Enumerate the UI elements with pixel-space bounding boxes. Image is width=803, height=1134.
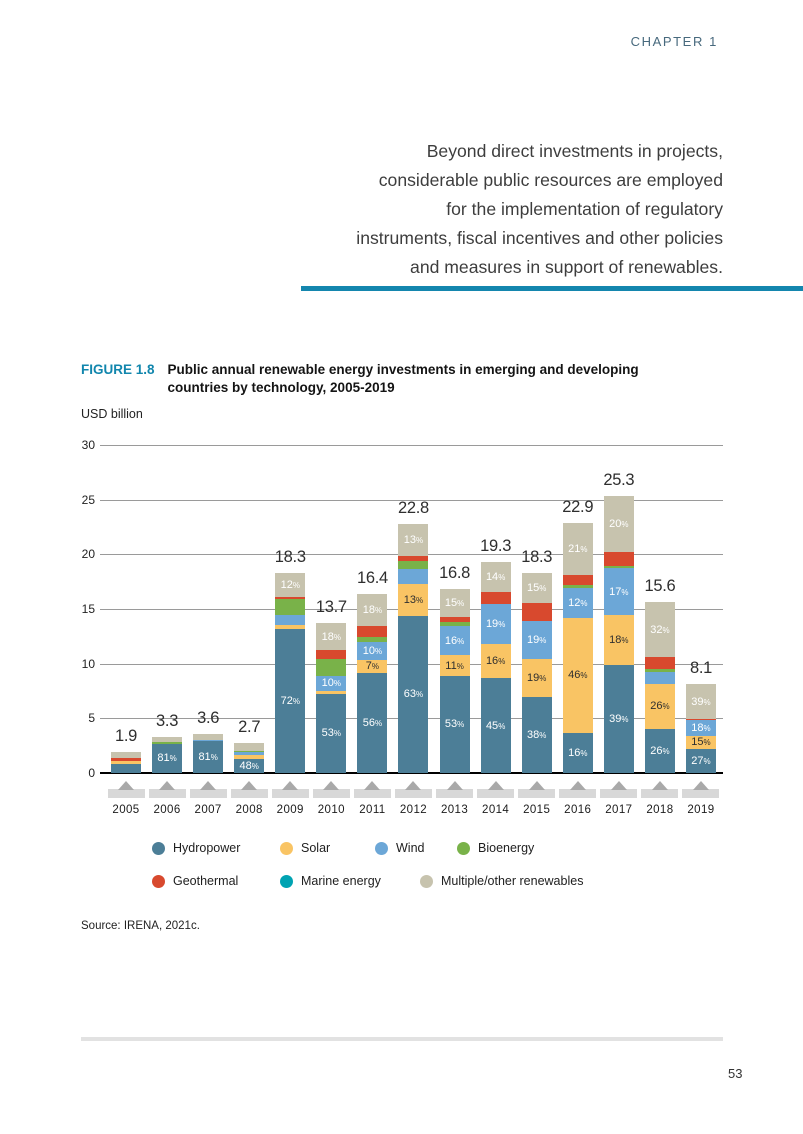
x-tick-label: 2005 [112, 804, 140, 816]
legend-label: Multiple/other renewables [441, 874, 584, 888]
segment-percent-label: 20% [609, 518, 629, 531]
bar-total-label: 13.7 [315, 598, 347, 617]
y-tick-label: 10 [81, 656, 95, 671]
bar-total-label: 3.6 [197, 708, 220, 727]
segment-percent-label: 19% [527, 671, 547, 684]
segment-percent-label: 26% [650, 700, 670, 713]
legend-item-solar [280, 841, 330, 855]
bar-total-label: 22.8 [398, 498, 429, 517]
segment-percent-label: 19% [527, 633, 547, 646]
segment-percent-label: 45% [485, 719, 506, 732]
segment-percent-label: 12% [568, 596, 588, 609]
y-tick-label: 5 [88, 711, 95, 726]
figure-number-label: FIGURE 1.8 [81, 362, 155, 377]
bar-total-label: 22.9 [562, 497, 594, 516]
bar-total-label: 1.9 [114, 727, 138, 746]
y-tick-label: 20 [81, 547, 95, 562]
segment-percent-label: 38% [527, 728, 547, 741]
segment-percent-label: 16% [485, 655, 506, 668]
x-tick-label: 2009 [276, 804, 304, 816]
segment-percent-label: 12% [280, 578, 300, 591]
x-tick-label: 2015 [523, 804, 551, 816]
bar-total-label: 18.3 [274, 547, 306, 566]
x-tick-label: 2017 [605, 804, 633, 816]
x-tick-label: 2011 [359, 804, 386, 816]
y-tick-label: 15 [81, 602, 95, 616]
legend-label: Marine energy [301, 874, 381, 888]
segment-percent-label: 27% [691, 755, 711, 768]
y-tick-label: 25 [81, 492, 95, 507]
segment-percent-label: 18% [362, 603, 383, 616]
legend-item-multiple [420, 874, 583, 888]
segment-percent-label: 81% [198, 751, 218, 764]
segment-percent-label: 14% [485, 570, 506, 583]
bar-total-label: 2.7 [238, 718, 261, 737]
bar-total-label: 25.3 [603, 471, 635, 490]
chapter-header: CHAPTER 1 [630, 34, 718, 49]
pull-quote-line: for the implementation of regulatory [446, 199, 723, 219]
segment-percent-label: 7% [365, 660, 380, 673]
x-tick-label: 2008 [235, 804, 263, 816]
bioenergy-swatch-icon [457, 842, 470, 855]
x-tick-label: 2016 [564, 804, 592, 816]
segment-percent-label: 32% [650, 623, 670, 636]
multiple-swatch-icon [420, 875, 433, 888]
x-tick-label: 2018 [646, 804, 674, 816]
bar-total-label: 19.3 [480, 536, 512, 555]
segment-percent-label: 19% [485, 618, 506, 631]
x-tick-label: 2013 [440, 804, 469, 816]
segment-percent-label: 15% [444, 597, 465, 610]
segment-percent-label: 72% [280, 694, 300, 707]
segment-percent-label: 26% [650, 744, 670, 757]
hydropower-swatch-icon [152, 842, 165, 855]
source-note: Source: IRENA, 2021c. [81, 920, 200, 932]
segment-percent-label: 13% [403, 533, 424, 546]
pull-quote-line: Beyond direct investments in projects, [426, 141, 723, 161]
segment-percent-label: 15% [691, 736, 711, 749]
bar-total-label: 18.3 [521, 547, 553, 566]
segment-percent-label: 18% [609, 634, 629, 647]
x-tick-label: 2007 [194, 804, 222, 816]
legend-item-bioenergy [457, 841, 534, 855]
segment-percent-label: 39% [691, 695, 711, 708]
bar-total-label: 3.3 [156, 711, 179, 730]
pull-quote-line: considerable public resources are employed [378, 170, 723, 190]
segment-percent-label: 63% [403, 688, 424, 701]
segment-percent-label: 48% [239, 759, 259, 772]
segment-percent-label: 53% [444, 718, 465, 731]
segment-percent-label: 17% [609, 585, 629, 598]
segment-percent-label: 16% [568, 746, 588, 759]
segment-percent-label: 10% [362, 645, 383, 658]
x-tick-label: 2014 [482, 804, 510, 816]
segment-percent-label: 56% [362, 716, 383, 729]
x-tick-label: 2010 [317, 804, 345, 816]
x-tick-label: 2019 [687, 804, 715, 816]
marine-swatch-icon [280, 875, 293, 888]
segment-percent-label: 13% [403, 593, 424, 606]
x-tick-label: 2006 [153, 804, 181, 816]
geothermal-swatch-icon [152, 875, 165, 888]
legend-item-wind [375, 841, 424, 855]
wind-swatch-icon [375, 842, 388, 855]
y-tick-label: 30 [81, 438, 95, 452]
legend-label: Hydropower [173, 841, 241, 855]
segment-percent-label: 46% [568, 669, 588, 682]
legend-item-marine [280, 874, 381, 888]
segment-percent-label: 81% [157, 752, 177, 765]
legend-label: Bioenergy [478, 841, 535, 855]
y-axis-unit-label: USD billion [81, 407, 143, 421]
legend-label: Geothermal [173, 874, 239, 888]
bar-total-label: 8.1 [689, 659, 712, 678]
segment-percent-label: 18% [321, 630, 342, 643]
legend-item-geothermal [152, 874, 238, 888]
segment-percent-label: 10% [321, 677, 342, 690]
x-tick-label: 2012 [399, 804, 428, 816]
segment-percent-label: 39% [609, 713, 629, 726]
y-tick-label: 0 [88, 766, 95, 780]
figure-title-line: countries by technology, 2005-2019 [167, 379, 395, 395]
legend-item-hydropower [152, 841, 240, 855]
segment-percent-label: 15% [527, 581, 547, 594]
segment-percent-label: 18% [691, 721, 711, 734]
pull-quote-line: and measures in support of renewables. [410, 257, 723, 277]
segment-percent-label: 16% [444, 634, 465, 647]
bar-total-label: 16.4 [356, 568, 388, 587]
solar-swatch-icon [280, 842, 293, 855]
figure-title-line: Public annual renewable energy investments in emerging and developing [167, 362, 639, 377]
footer-divider [81, 1037, 723, 1041]
pull-quote-line: instruments, fiscal incentives and other policies [356, 228, 723, 248]
page-number: 53 [728, 1066, 743, 1081]
segment-percent-label: 53% [321, 727, 342, 740]
legend-label: Wind [396, 841, 425, 855]
legend-label: Solar [301, 841, 331, 855]
bar-total-label: 16.8 [439, 564, 470, 583]
bar-total-label: 15.6 [644, 577, 676, 596]
segment-percent-label: 11% [445, 659, 464, 672]
segment-percent-label: 21% [568, 542, 588, 555]
